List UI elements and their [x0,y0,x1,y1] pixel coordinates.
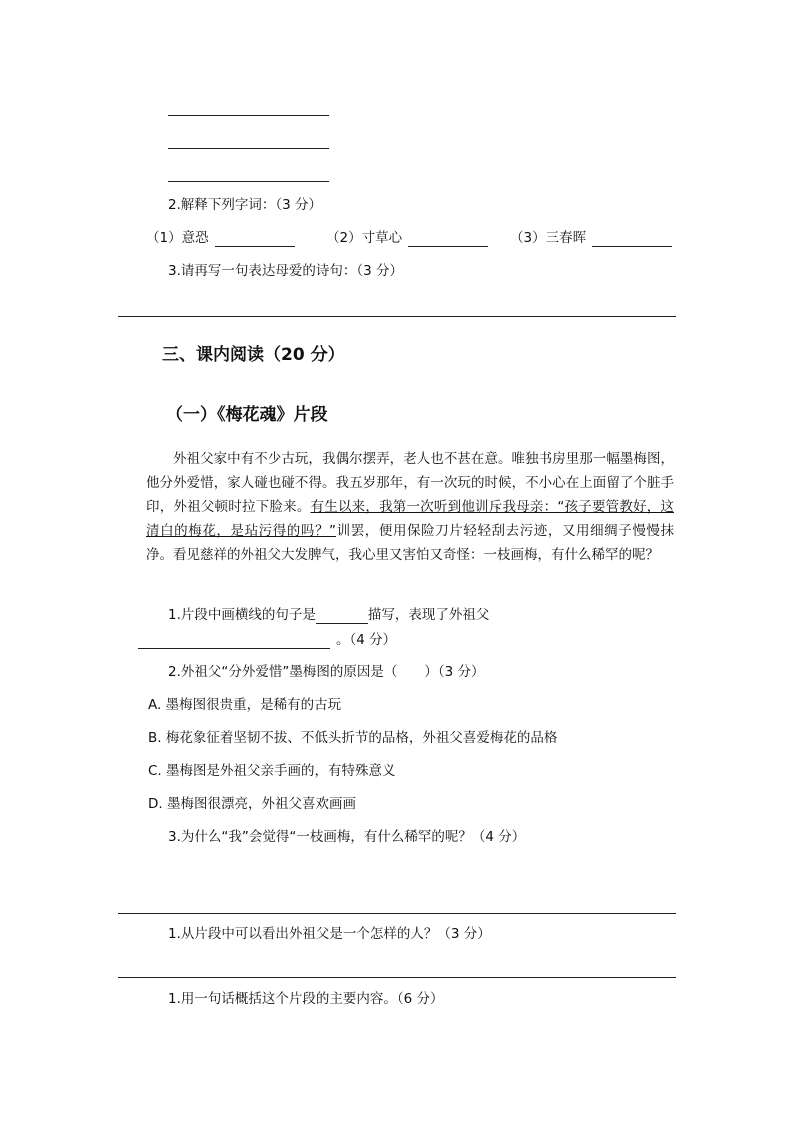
word-item-label: （3）三春晖 [510,230,587,246]
answer-blank-line[interactable] [168,148,329,149]
answer-blank-line[interactable] [168,115,329,116]
question-2-title: 2.解释下列字词：（3 分） [168,197,323,213]
question-text: 。（4 分） [336,632,397,648]
word-item-3 [510,229,672,247]
reading-question-1-cont [138,631,396,649]
word-item-label: （1）意恐 [146,230,209,246]
answer-line[interactable] [118,913,676,914]
answer-line[interactable] [118,977,676,978]
answer-blank[interactable] [138,634,330,649]
question-3-title: 3.请再写一句表达母爱的诗句：（3 分） [168,263,404,279]
answer-blank[interactable] [408,232,488,247]
answer-blank[interactable] [592,232,672,247]
question-summary: 1.用一句话概括这个片段的主要内容。（6 分） [168,991,444,1007]
reading-passage [146,447,674,567]
passage-underlined-sentence: 有生以来，我第一次听到他训斥我母亲：“孩子要管教好，这清白的梅花，是玷污得的吗？” [146,499,674,539]
section-title: 三、课内阅读（20 分） [162,345,345,365]
option-c[interactable]: C. 墨梅图是外祖父亲手画的，有特殊意义 [148,763,396,779]
option-d[interactable]: D. 墨梅图很漂亮，外祖父喜欢画画 [148,796,356,812]
answer-blank[interactable] [215,232,295,247]
passage-text: 外祖父家中有不少古玩，我偶尔摆弄，老人也不甚在意。唯独书房里那一幅墨梅图，他分外爱惜，家人碰也碰不得。我五岁那年，有一次玩的时候，不小心在上面留了个脏手印，外祖父顿时拉下脸来。 [146,451,674,515]
reading-question-2: 2.外祖父“分外爱惜”墨梅图的原因是（ ）（3 分） [168,664,485,680]
section-divider [118,316,676,317]
reading-question-1 [168,606,489,624]
question-text: 1.片段中画横线的句子是 [168,607,316,623]
answer-blank[interactable] [316,609,368,624]
reading-question-3: 3.为什么“我”会觉得“一枝画梅，有什么稀罕的呢？（4 分） [168,829,526,845]
option-a[interactable]: A. 墨梅图很贵重，是稀有的古玩 [148,697,342,713]
question-character: 1.从片段中可以看出外祖父是一个怎样的人？（3 分） [168,926,491,942]
passage-text: 训罢，便用保险刀片轻轻刮去污迹，又用细绸子慢慢抹净。看见慈祥的外祖父大发脾气，我心里又害怕又奇怪：一枝画梅，有什么稀罕的呢？ [146,523,675,563]
answer-blank-line[interactable] [168,181,329,182]
word-item-1 [146,229,295,247]
word-item-label: （2）寸草心 [326,230,403,246]
subsection-title: （一）《梅花魂》片段 [166,405,328,425]
word-item-2 [326,229,488,247]
option-b[interactable]: B. 梅花象征着坚韧不拔、不低头折节的品格，外祖父喜爱梅花的品格 [148,730,558,746]
question-text: 描写，表现了外祖父 [367,607,490,623]
